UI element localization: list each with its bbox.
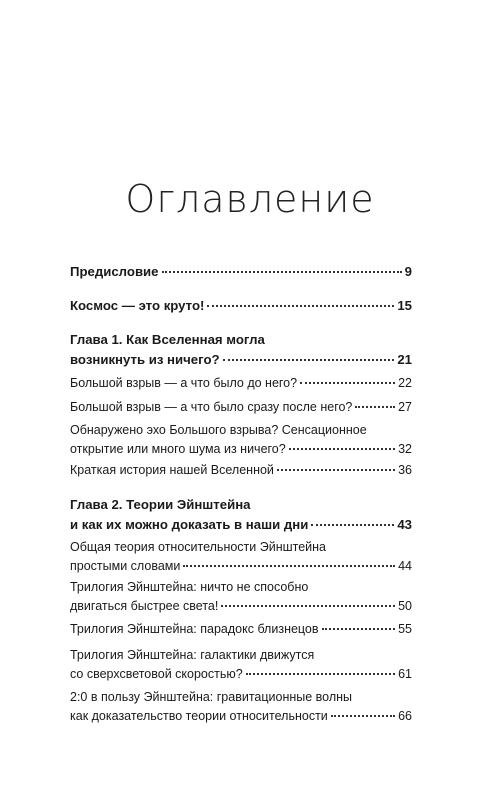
toc-page-number: 50 bbox=[398, 599, 412, 613]
toc-entry-title: двигаться быстрее света! bbox=[70, 599, 219, 613]
dot-leader bbox=[311, 524, 394, 526]
dot-leader bbox=[331, 715, 395, 717]
toc-entry[interactable] bbox=[70, 620, 412, 639]
dot-leader bbox=[183, 565, 395, 567]
toc-page-number: 61 bbox=[398, 667, 412, 681]
toc-entry-title: Трилогия Эйнштейна: ничто не способно bbox=[70, 580, 309, 594]
dot-leader bbox=[246, 673, 395, 675]
toc-entry-title: и как их можно доказать в наши дни bbox=[70, 517, 309, 532]
toc-page-number: 43 bbox=[397, 517, 412, 532]
dot-leader bbox=[277, 469, 395, 471]
toc-entry-title: Предисловие bbox=[70, 264, 159, 279]
toc-entry[interactable] bbox=[70, 421, 412, 459]
toc-entry-title: Глава 2. Теории Эйнштейна bbox=[70, 497, 251, 512]
toc-entry-title: Трилогия Эйнштейна: парадокс близнецов bbox=[70, 622, 319, 636]
toc-entry-title: Большой взрыв — а что было сразу после него? bbox=[70, 400, 353, 414]
toc-entry-title: как доказательство теории относительности bbox=[70, 709, 328, 723]
toc-entry-title: открытие или много шума из ничего? bbox=[70, 442, 286, 456]
toc-page-number: 27 bbox=[398, 400, 412, 414]
dot-leader bbox=[162, 271, 402, 273]
toc-entry[interactable] bbox=[70, 262, 412, 282]
dot-leader bbox=[289, 448, 395, 450]
toc-page-number: 66 bbox=[398, 709, 412, 723]
toc-entry-title: Обнаружено эхо Большого взрыва? Сенсационное bbox=[70, 423, 367, 437]
dot-leader bbox=[221, 605, 395, 607]
toc-page-number: 21 bbox=[397, 352, 412, 367]
toc-entry-title: Космос — это круто! bbox=[70, 298, 205, 313]
toc-entry[interactable] bbox=[70, 646, 412, 684]
toc-entry-title: Большой взрыв — а что было до него? bbox=[70, 376, 298, 390]
toc-entry-title: со сверхсветовой скоростью? bbox=[70, 667, 243, 681]
toc-entry-title: простыми словами bbox=[70, 559, 181, 573]
toc-entry-title: Трилогия Эйнштейна: галактики движутся bbox=[70, 648, 315, 662]
toc-entry[interactable] bbox=[70, 688, 412, 726]
toc-entry[interactable] bbox=[70, 578, 412, 616]
toc-entry[interactable] bbox=[70, 296, 412, 316]
toc-page-number: 44 bbox=[398, 559, 412, 573]
toc-entry-title: Общая теория относительности Эйнштейна bbox=[70, 540, 326, 554]
dot-leader bbox=[322, 628, 396, 630]
dot-leader bbox=[355, 406, 395, 408]
toc-entry[interactable] bbox=[70, 374, 412, 393]
toc-entry-title: 2:0 в пользу Эйнштейна: гравитационные волны bbox=[70, 690, 353, 704]
toc-page-number: 55 bbox=[398, 622, 412, 636]
toc-entry[interactable] bbox=[70, 495, 412, 535]
toc-entry-title: Глава 1. Как Вселенная могла bbox=[70, 332, 265, 347]
toc-entry-title: возникнуть из ничего? bbox=[70, 352, 220, 367]
toc-page-number: 32 bbox=[398, 442, 412, 456]
toc-entry[interactable] bbox=[70, 538, 412, 576]
toc-entry[interactable] bbox=[70, 330, 412, 370]
dot-leader bbox=[207, 305, 394, 307]
toc-entry[interactable] bbox=[70, 461, 412, 480]
dot-leader bbox=[300, 382, 395, 384]
toc-page-number: 9 bbox=[404, 264, 412, 279]
dot-leader bbox=[223, 359, 395, 361]
toc-page-number: 22 bbox=[398, 376, 412, 390]
page-title: Оглавление bbox=[125, 177, 375, 221]
toc-entry-title: Краткая история нашей Вселенной bbox=[70, 463, 274, 477]
toc-page-number: 36 bbox=[398, 463, 412, 477]
toc-page-number: 15 bbox=[397, 298, 412, 313]
toc-entry[interactable] bbox=[70, 398, 412, 417]
